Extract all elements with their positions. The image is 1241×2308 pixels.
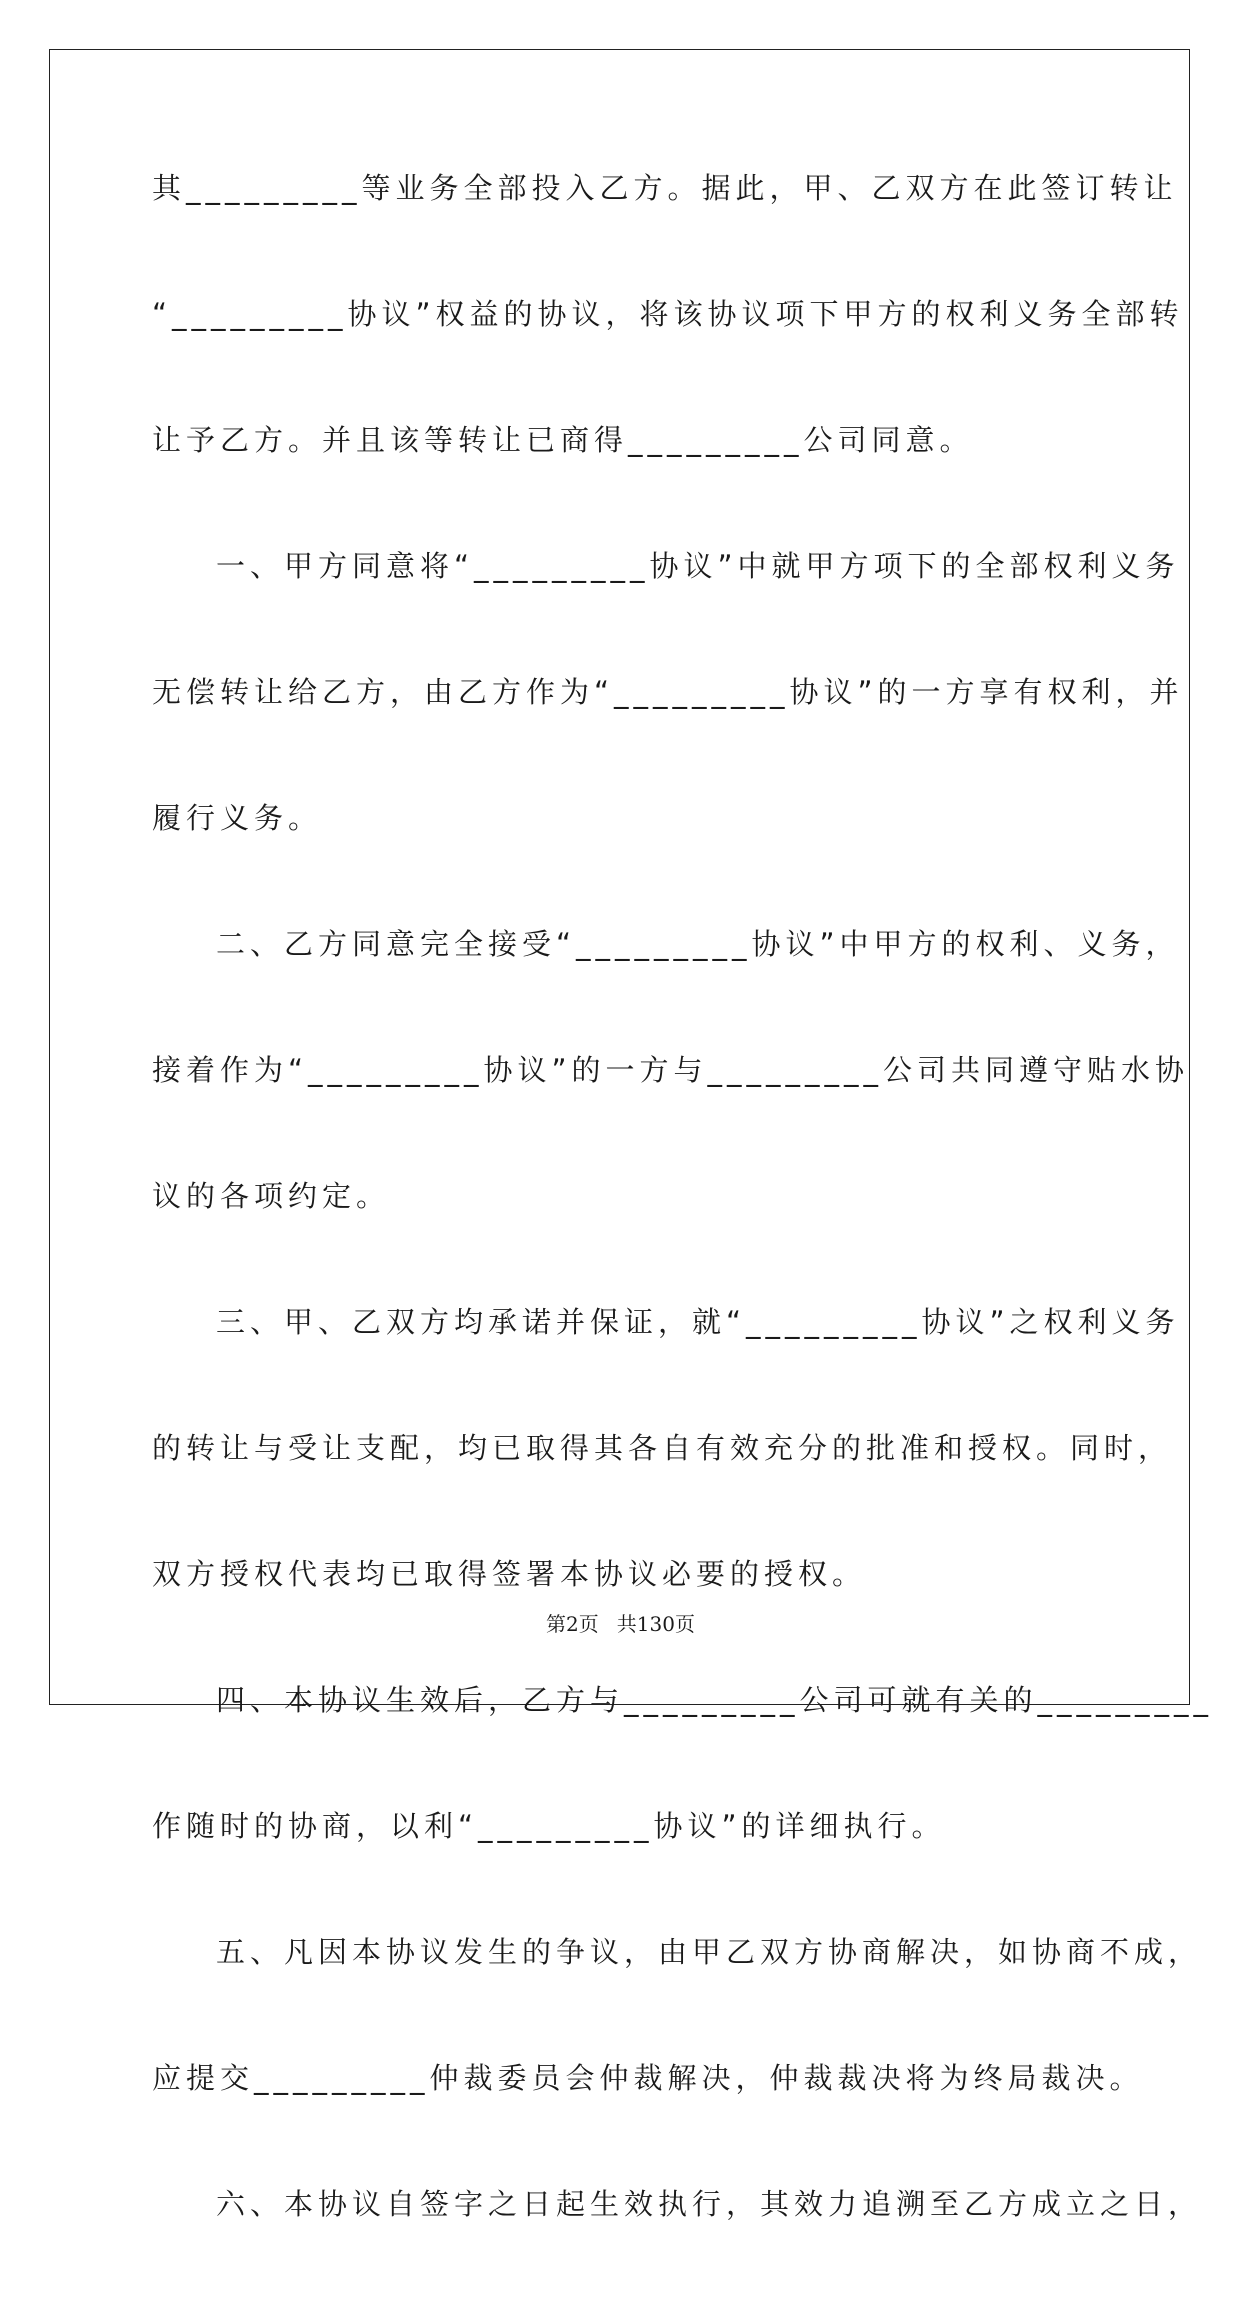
text-line-3: 让予乙方。并且该等转让已商得_________公司同意。 xyxy=(152,423,974,457)
text-line-14: 作随时的协商，以利“_________协议”的详细执行。 xyxy=(152,1809,946,1843)
text-line-11: 的转让与受让支配，均已取得其各自有效充分的批准和授权。同时， xyxy=(152,1431,1173,1465)
text-line-4: 一、甲方同意将“_________协议”中就甲方项下的全部权利义务 xyxy=(216,549,1180,583)
text-line-10: 三、甲、乙双方均承诺并保证，就“_________协议”之权利义务 xyxy=(216,1305,1180,1339)
text-line-1: 其_________等业务全部投入乙方。据此，甲、乙双方在此签订转让 xyxy=(152,171,1178,205)
text-line-15: 五、凡因本协议发生的争议，由甲乙双方协商解决，如协商不成， xyxy=(216,1935,1203,1969)
text-line-8: 接着作为“_________协议”的一方与_________公司共同遵守贴水协 xyxy=(152,1053,1190,1087)
text-line-12: 双方授权代表均已取得签署本协议必要的授权。 xyxy=(152,1557,867,1591)
text-line-7: 二、乙方同意完全接受“_________协议”中甲方的权利、义务， xyxy=(216,927,1180,961)
text-line-2: “_________协议”权益的协议，将该协议项下甲方的权利义务全部转 xyxy=(152,297,1184,331)
text-line-17: 六、本协议自签字之日起生效执行，其效力追溯至乙方成立之日， xyxy=(216,2187,1203,2221)
text-line-6: 履行义务。 xyxy=(152,801,323,835)
page-number-label: 第2页 xyxy=(546,1612,599,1636)
page-footer xyxy=(0,1608,1241,1637)
text-line-13: 四、本协议生效后，乙方与_________公司可就有关的_________ xyxy=(216,1683,1214,1717)
text-line-16: 应提交_________仲裁委员会仲裁解决，仲裁裁决将为终局裁决。 xyxy=(152,2061,1144,2095)
text-line-9: 议的各项约定。 xyxy=(152,1179,391,1213)
total-pages-label: 共130页 xyxy=(616,1612,695,1636)
text-line-5: 无偿转让给乙方，由乙方作为“_________协议”的一方享有权利，并 xyxy=(152,675,1184,709)
document-body xyxy=(152,166,1214,2308)
